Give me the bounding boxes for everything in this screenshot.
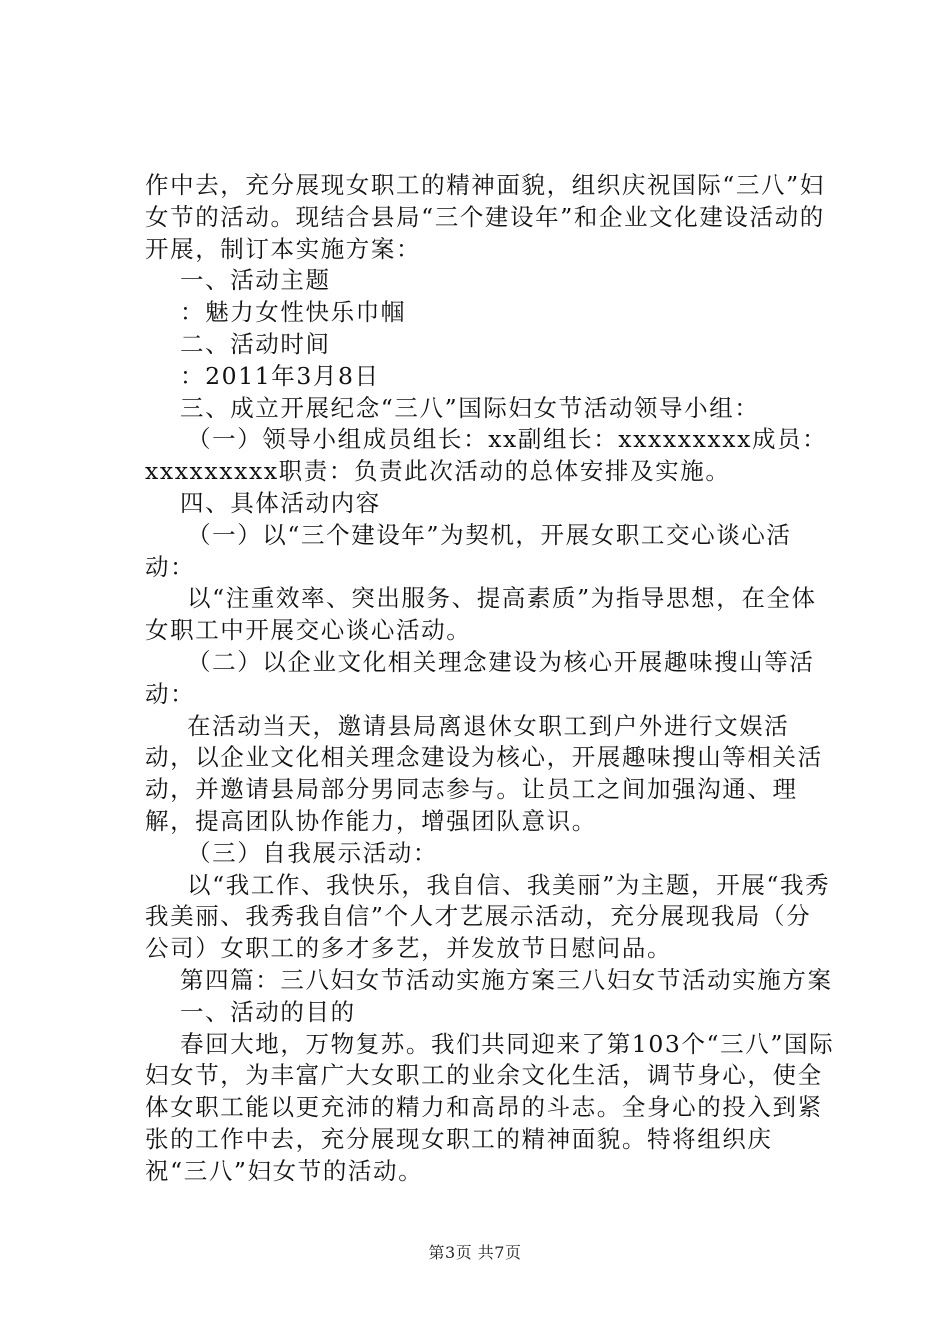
heading-leadership-group: 三、成立开展纪念“三八”国际妇女节活动领导小组：: [180, 393, 760, 422]
heading-activity-time: 二、活动时间: [180, 329, 331, 358]
subheading-mountain-search: （二）以企业文化相关理念建设为核心开展趣味搜山等活动：: [145, 647, 815, 708]
page-footer: 第3页 共7页: [428, 1243, 522, 1262]
paragraph-activity-theme: ：魅力女性快乐巾帼: [180, 298, 406, 327]
paragraph-heart-talk: 以“注重效率、突出服务、提高素质”为指导思想，在全体女职工中开展交心谈心活动。: [145, 584, 817, 645]
heading-activity-content: 四、具体活动内容: [180, 488, 381, 517]
paragraph-mountain-search: 在活动当天，邀请县局离退休女职工到户外进行文娱活动，以企业文化相关理念建设为核心，开展趣味搜山等相关活动，并邀请县局部分男同志参与。让员工之间加强沟通、理解，提高团队协作能力，增强团队意识。: [145, 711, 823, 835]
subheading-heart-talk: （一）以“三个建设年”为契机，开展女职工交心谈心活动：: [145, 520, 792, 581]
heading-part-four: 第四篇：三八妇女节活动实施方案三八妇女节活动实施方案: [180, 965, 833, 994]
paragraph-activity-purpose: 春回大地，万物复苏。我们共同迎来了第103个“三八”国际妇女节，为丰富广大女职工的业余文化生活，调节身心，使全体女职工能以更充沛的精力和高昂的斗志。全身心的投入到紧张的工作中去，充分展现女职工的精神面貌。特将组织庆祝“三八”妇女节的活动。: [145, 1029, 835, 1185]
subheading-self-display: （三）自我展示活动：: [187, 838, 438, 867]
paragraph-leadership-members: （一）领导小组成员组长：xx副组长：xxxxxxxxx成员：xxxxxxxxx职责：负责此次活动的总体安排及实施。: [145, 425, 828, 486]
heading-activity-purpose: 一、活动的目的: [180, 997, 356, 1026]
paragraph-intro: 作中去，充分展现女职工的精神面貌，组织庆祝国际“三八”妇女节的活动。现结合县局“三个建设年”和企业文化建设活动的开展，制订本实施方案：: [145, 171, 825, 263]
paragraph-activity-time: ：2011年3月8日: [180, 361, 380, 390]
heading-activity-theme: 一、活动主题: [180, 266, 331, 295]
paragraph-self-display: 以“我工作、我快乐，我自信、我美丽”为主题，开展“我秀我美丽、我秀我自信”个人才艺展示活动，充分展现我局（分公司）女职工的多才多艺，并发放节日慰问品。: [145, 870, 831, 963]
document-body: [145, 170, 835, 1188]
